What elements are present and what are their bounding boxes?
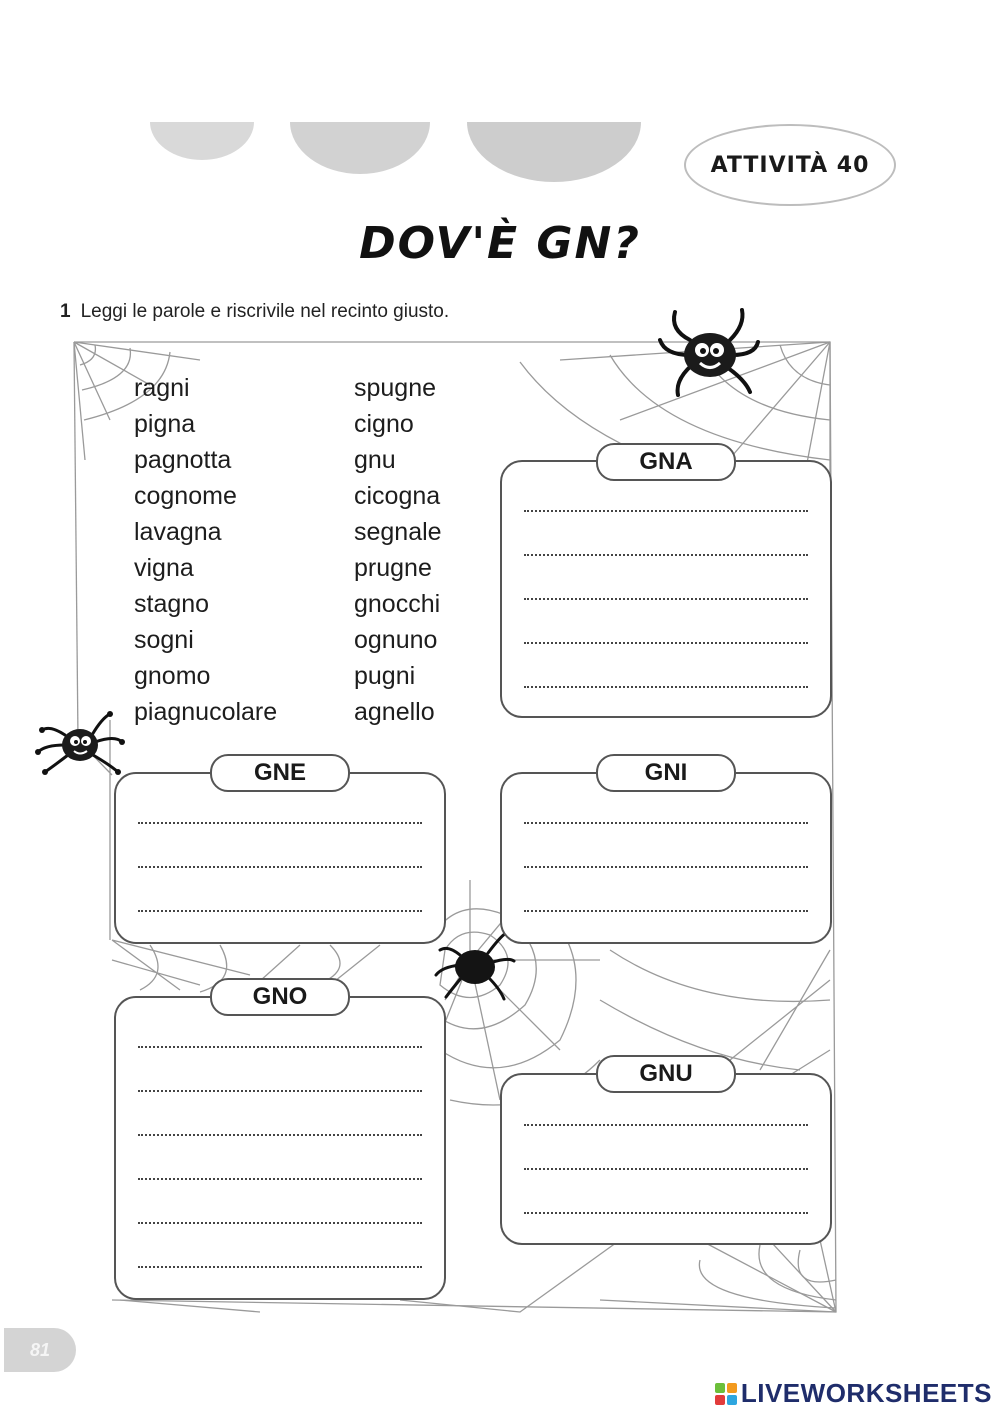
gnu-label: GNU <box>596 1055 736 1093</box>
gni-label: GNI <box>596 754 736 792</box>
gna-label: GNA <box>596 443 736 481</box>
word-column-2 <box>354 370 442 730</box>
word-item: lavagna <box>134 518 222 546</box>
word-column-1 <box>134 370 277 730</box>
word-item: vigna <box>134 554 194 582</box>
answer-line[interactable] <box>138 910 422 912</box>
gno-label: GNO <box>210 978 350 1016</box>
brand-name: LIVEWORKSHEETS <box>740 1378 992 1408</box>
instruction-number: 1 <box>60 301 71 322</box>
word-item: cigno <box>354 410 414 438</box>
answer-line[interactable] <box>138 1222 422 1224</box>
word-item: pagnotta <box>134 446 232 474</box>
answer-line[interactable] <box>138 1046 422 1048</box>
gno-box <box>114 996 446 1300</box>
gne-box <box>114 772 446 944</box>
answer-line[interactable] <box>138 1178 422 1180</box>
word-item: cognome <box>134 482 237 510</box>
word-item: ragni <box>134 374 190 402</box>
gna-box <box>500 460 832 718</box>
instruction-text: Leggi le parole e riscrivile nel recinto giusto. <box>80 301 450 322</box>
answer-line[interactable] <box>524 866 808 868</box>
brand-logo <box>715 1378 992 1409</box>
answer-line[interactable] <box>138 1266 422 1268</box>
gne-label: GNE <box>210 754 350 792</box>
word-item: cicogna <box>354 482 441 510</box>
word-item: prugne <box>354 554 432 582</box>
answer-line[interactable] <box>524 910 808 912</box>
answer-line[interactable] <box>524 686 808 688</box>
answer-line[interactable] <box>138 866 422 868</box>
answer-line[interactable] <box>524 1168 808 1170</box>
page-number: 81 <box>4 1328 76 1372</box>
activity-label: ATTIVITÀ 40 <box>710 152 870 178</box>
word-item: pigna <box>134 410 196 438</box>
page-title: DOV'È GN? <box>359 218 641 269</box>
answer-line[interactable] <box>138 822 422 824</box>
spider-left-illustration <box>30 700 130 780</box>
answer-line[interactable] <box>524 510 808 512</box>
answer-line[interactable] <box>524 598 808 600</box>
answer-line[interactable] <box>524 554 808 556</box>
answer-line[interactable] <box>138 1090 422 1092</box>
spider-top-right-illustration <box>650 300 770 400</box>
word-item: gnomo <box>134 662 211 690</box>
answer-line[interactable] <box>524 642 808 644</box>
answer-line[interactable] <box>524 1124 808 1126</box>
word-item: agnello <box>354 698 435 726</box>
word-item: sogni <box>134 626 194 654</box>
word-item: ognuno <box>354 626 438 654</box>
word-item: pugni <box>354 662 416 690</box>
word-item: segnale <box>354 518 442 546</box>
word-item: spugne <box>354 374 437 402</box>
answer-line[interactable] <box>524 1212 808 1214</box>
word-item: stagno <box>134 590 210 618</box>
word-item: gnu <box>354 446 396 474</box>
logo-icon <box>715 1383 737 1405</box>
answer-line[interactable] <box>524 822 808 824</box>
answer-line[interactable] <box>138 1134 422 1136</box>
word-item: piagnucolare <box>134 698 278 726</box>
word-item: gnocchi <box>354 590 441 618</box>
gni-box <box>500 772 832 944</box>
gnu-box <box>500 1073 832 1245</box>
